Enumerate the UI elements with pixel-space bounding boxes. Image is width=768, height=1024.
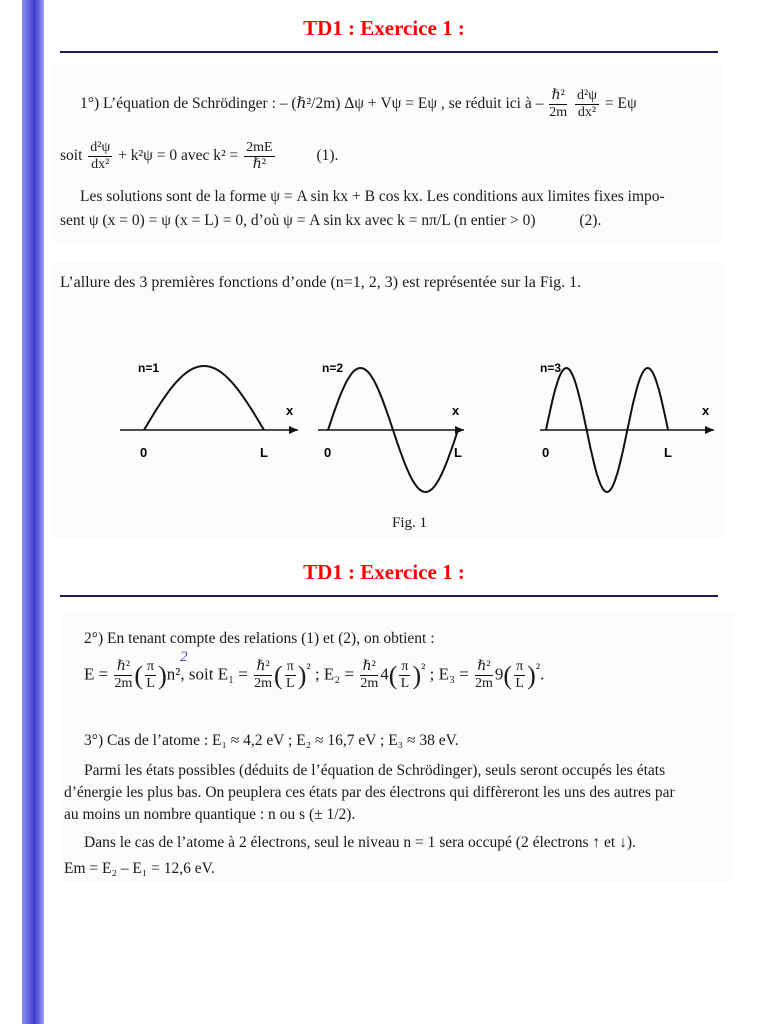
axis-arrow-n=1	[289, 426, 298, 434]
end-label-L: L	[454, 445, 462, 460]
plot-label-n=2: n=2	[322, 361, 344, 375]
solutions-paragraph-line-1: Les solutions sont de la forme ψ = A sin kx + B cos kx. Les conditions aux limites fixes impo-	[80, 188, 665, 205]
end-label-L: L	[260, 445, 268, 460]
plot-label-n=3: n=3	[540, 361, 562, 375]
equation-line-2: soit $\frac{\text{d²ψ}}{\text{dx²}}$ + k²ψ = 0 avec k² = $\frac{2mE}{\text{ℏ²}}$ (1).	[60, 140, 339, 172]
equation-ref-2: (2).	[579, 212, 602, 229]
axis-label-x: x	[702, 403, 710, 418]
wave-curve-n=1	[144, 366, 264, 430]
paragraph-line-4: Dans le cas de l’atome à 2 électrons, seul le niveau n = 1 sera occupé (2 électrons ↑ et ↓).	[84, 834, 636, 851]
q1-label: 1°) L’équation de Schrödinger :	[80, 95, 276, 113]
second-derivative-fraction: $\frac{\text{d²ψ}}{\text{dx²}}$	[577, 88, 597, 120]
axis-label-x: x	[452, 403, 460, 418]
title-rule	[60, 51, 718, 53]
scanned-figure-block	[52, 262, 724, 538]
scanned-text-block-1	[52, 64, 722, 244]
title-rule	[60, 595, 718, 597]
paragraph-line-2: d’énergie les plus bas. On peuplera ces états par des électrons qui diffèreront les uns des autres par	[64, 784, 675, 801]
schrodinger-equation: – (ℏ²/2m) Δψ + Vψ = Eψ , se réduit ici à	[279, 95, 532, 113]
figure-caption: Fig. 1	[392, 515, 428, 531]
k-squared-fraction: $\frac{2mE}{\text{ℏ²}}$	[246, 140, 273, 172]
slide-title: TD1 : Exercice 1 :	[303, 16, 465, 40]
figure-intro-text: L’allure des 3 premières fonctions d’onde (n=1, 2, 3) est représentée sur la Fig. 1.	[60, 274, 582, 291]
origin-label: 0	[542, 445, 550, 460]
origin-label: 0	[324, 445, 332, 460]
plot-label-n=1: n=1	[138, 361, 160, 375]
origin-label: 0	[140, 445, 148, 460]
wave-function-plots	[52, 262, 724, 538]
rhs-energy: = Eψ	[604, 95, 637, 113]
d2psi-dx2-fraction: $\frac{\text{d²ψ}}{\text{dx²}}$	[90, 140, 111, 172]
paragraph-line-3: au moins un nombre quantique : n ou s (± 1/2).	[64, 806, 356, 823]
minus-sign: –	[535, 95, 544, 113]
slide-title: TD1 : Exercice 1 :	[303, 560, 465, 584]
paragraph-line-1: Parmi les états possibles (déduits de l’équation de Schrödinger), seuls seront occupés les états	[84, 762, 666, 779]
axis-arrow-n=3	[705, 426, 714, 434]
q3-text: 3°) Cas de l’atome : E₁ ≈ 4,2 eV ; E₂ ≈ 16,7 eV ; E₃ ≈ 38 eV.	[84, 732, 459, 749]
q2-text: 2°) En tenant compte des relations (1) et (2), on obtient :	[84, 630, 435, 647]
equation-line-1	[80, 88, 637, 121]
handwritten-annotation: 2	[180, 649, 188, 665]
hbar-over-2m-fraction: $\frac{\text{ℏ²}}{2m}$	[549, 88, 568, 120]
scanned-text-block-2	[62, 612, 734, 882]
solutions-paragraph-line-2: sent ψ (x = 0) = ψ (x = L) = 0, d’où ψ = A sin kx avec k = nπ/L (n entier > 0) (2).	[60, 212, 602, 229]
axis-label-x: x	[286, 403, 294, 418]
end-label-L: L	[664, 445, 672, 460]
energy-equations-line: E = $\frac{\text{ℏ²}}{2m}$ ( $\frac{\pi}{L}$ )n², soit E₁ = $\frac{\text{ℏ²}}{2m}$ ( $\frac{\pi}{L}$ )$^{^2}$ ; E₂ = $\frac{\text{ℏ²}}{2m}$ 4( $\frac{\pi}{L}$ )$^{^2}$ ; E₃ = $\frac{\text{ℏ²}}{2m}$ 9( $\frac{\pi}{L}$ )$^{^2}$.	[84, 659, 545, 692]
paragraph-line-5: Em = E₂ – E₁ = 12,6 eV.	[64, 860, 215, 877]
equation-ref-1: (1).	[316, 147, 339, 165]
